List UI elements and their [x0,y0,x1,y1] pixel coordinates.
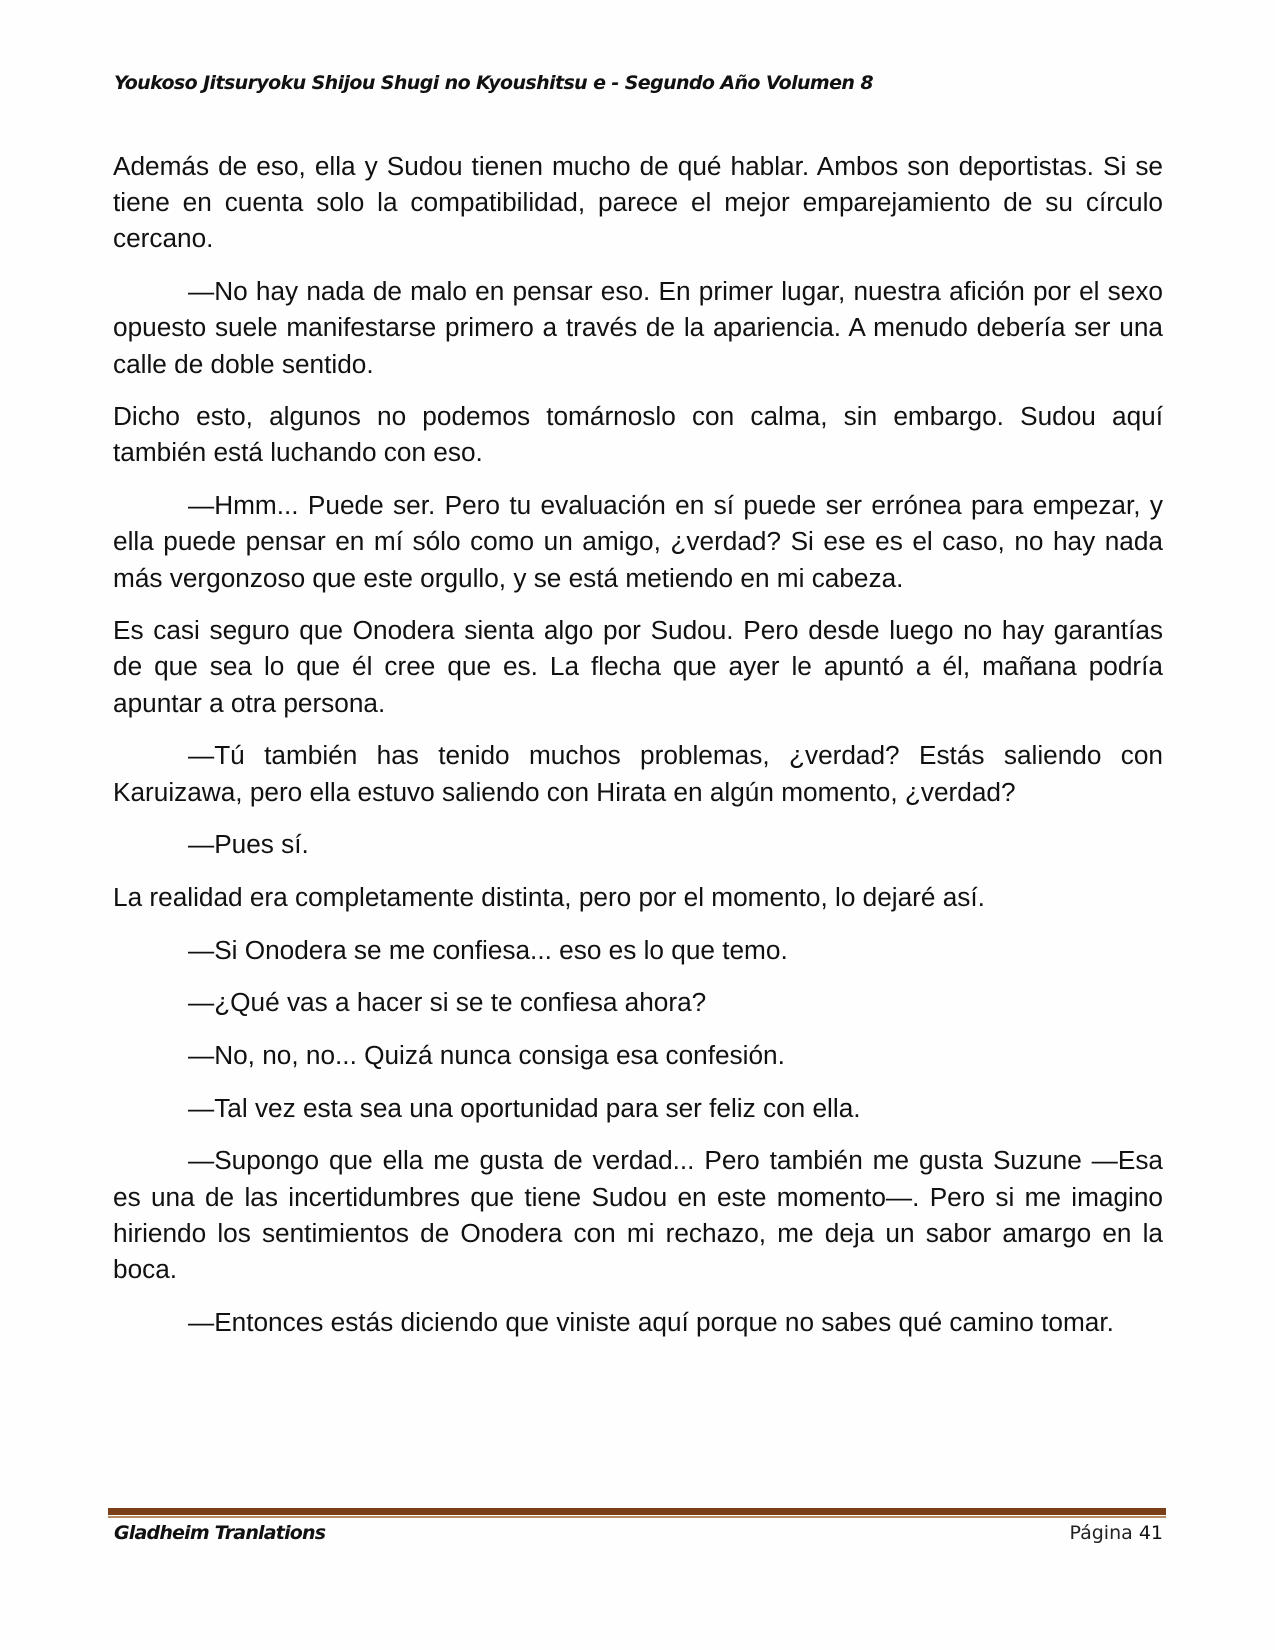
footer-divider-thin [108,1516,1166,1518]
dialog-paragraph: —Tal vez esta sea una oportunidad para ser feliz con ella. [188,1092,861,1123]
paragraph: Es casi seguro que Onodera sienta algo por Sudou. Pero desde luego no hay garantías de que sea lo que él cree que es. La flecha que ayer le apuntó a él, mañana podría apuntar a otra persona. [113,615,1163,718]
dialog-paragraph: —No hay nada de malo en pensar eso. En primer lugar, nuestra afición por el sexo opuesto suele manifestarse primero a través de la apariencia. A menudo debería ser una calle de doble sentido. [113,276,1163,379]
page-label: Página [1069,1522,1133,1544]
dialog-paragraph: —Tú también has tenido muchos problemas, ¿verdad? Estás saliendo con Karuizawa, pero ella estuvo saliendo con Hirata en algún momento, ¿verdad? [113,740,1163,807]
page-number: 41 [1138,1522,1163,1544]
dialog-paragraph: —Si Onodera se me confiesa... eso es lo que temo. [188,934,788,965]
paragraph: La realidad era completamente distinta, pero por el momento, lo dejaré así. [113,881,985,912]
footer-divider [108,1508,1166,1519]
paragraph: Además de eso, ella y Sudou tienen mucho de qué hablar. Ambos son deportistas. Si se tiene en cuenta solo la compatibilidad, parece el mejor emparejamiento de su círculo cercano. [113,151,1163,254]
body-text [113,148,1163,1356]
dialog-paragraph: —Hmm... Puede ser. Pero tu evaluación en sí puede ser errónea para empezar, y ella puede pensar en mí sólo como un amigo, ¿verdad? Si ese es el caso, no hay nada más vergonzoso que este orgullo, y se está metiendo en mi cabeza. [113,490,1163,593]
paragraph: Dicho esto, algunos no podemos tomárnoslo con calma, sin embargo. Sudou aquí también está luchando con eso. [113,401,1163,468]
dialog-paragraph: —No, no, no... Quizá nunca consiga esa confesión. [188,1040,785,1071]
page-number-label [1069,1522,1163,1544]
footer-divider-thick [108,1508,1166,1515]
dialog-paragraph: —¿Qué vas a hacer si se te confiesa ahora? [188,987,707,1018]
dialog-paragraph: —Supongo que ella me gusta de verdad... Pero también me gusta Suzune —Esa es una de las incertidumbres que tiene Sudou en este momento—. Pero si me imagino hiriendo los sentimientos de Onodera con mi rechazo, me deja un sabor amargo en la boca. [113,1145,1163,1285]
footer-publisher: Gladheim Tranlations [114,1522,326,1544]
running-header: Youkoso Jitsuryoku Shijou Shugi no Kyoushitsu e - Segundo Año Volumen 8 [114,72,873,94]
dialog-paragraph: —Entonces estás diciendo que viniste aquí porque no sabes qué camino tomar. [188,1306,1114,1337]
dialog-paragraph: —Pues sí. [188,829,309,860]
